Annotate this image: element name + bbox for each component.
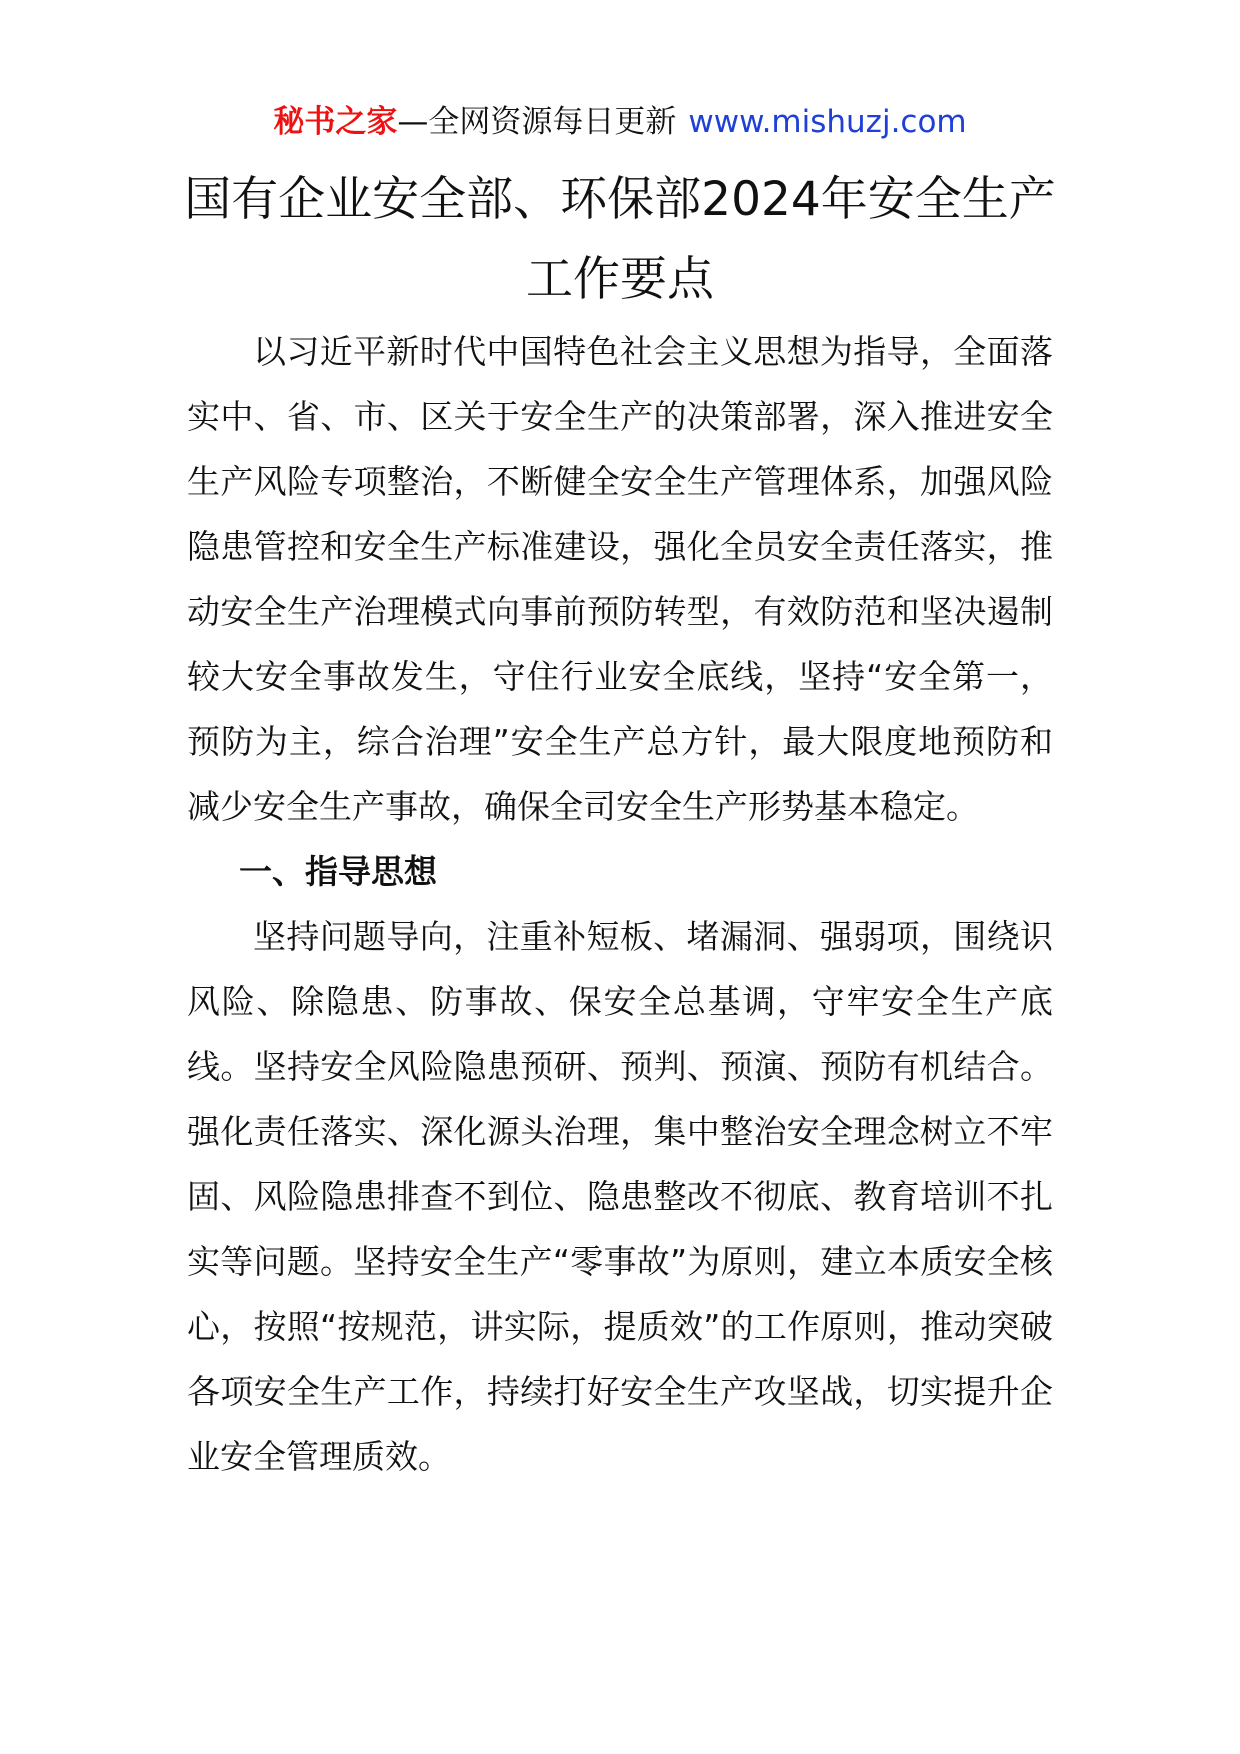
document-body [187, 319, 1053, 1489]
section-paragraph: 坚持问题导向，注重补短板、堵漏洞、强弱项，围绕识风险、除隐患、防事故、保安全总基调，守牢安全生产底线。坚持安全风险隐患预研、预判、预演、预防有机结合。强化责任落实、深化源头治理，集中整治安全理念树立不牢固、风险隐患排查不到位、隐患整改不彻底、教育培训不扎实等问题。坚持安全生产“零事故”为原则，建立本质安全核心，按照“按规范，讲实际，提质效”的工作原则，推动突破各项安全生产工作，持续打好安全生产攻坚战，切实提升企业安全管理质效。 [187, 917, 1053, 1476]
site-banner [0, 99, 1240, 145]
intro-paragraph: 以习近平新时代中国特色社会主义思想为指导，全面落实中、省、市、区关于安全生产的决策部署，深入推进安全生产风险专项整治，不断健全安全生产管理体系，加强风险隐患管控和安全生产标准建设，强化全员安全责任落实，推动安全生产治理模式向事前预防转型，有效防范和坚决遏制较大安全事故发生，守住行业安全底线，坚持“安全第一，预防为主，综合治理”安全生产总方针，最大限度地预防和减少安全生产事故，确保全司安全生产形势基本稳定。 [187, 332, 1053, 826]
title-line-2: 工作要点 [526, 252, 714, 307]
website-link[interactable]: www.mishuzj.com [688, 104, 967, 140]
brand-name: 秘书之家 [273, 104, 398, 140]
banner-tagline: —全网资源每日更新 [397, 104, 677, 140]
section-heading: 一、指导思想 [239, 852, 437, 891]
document-title [170, 160, 1070, 320]
title-line-1: 国有企业安全部、环保部2024年安全生产 [184, 172, 1056, 227]
